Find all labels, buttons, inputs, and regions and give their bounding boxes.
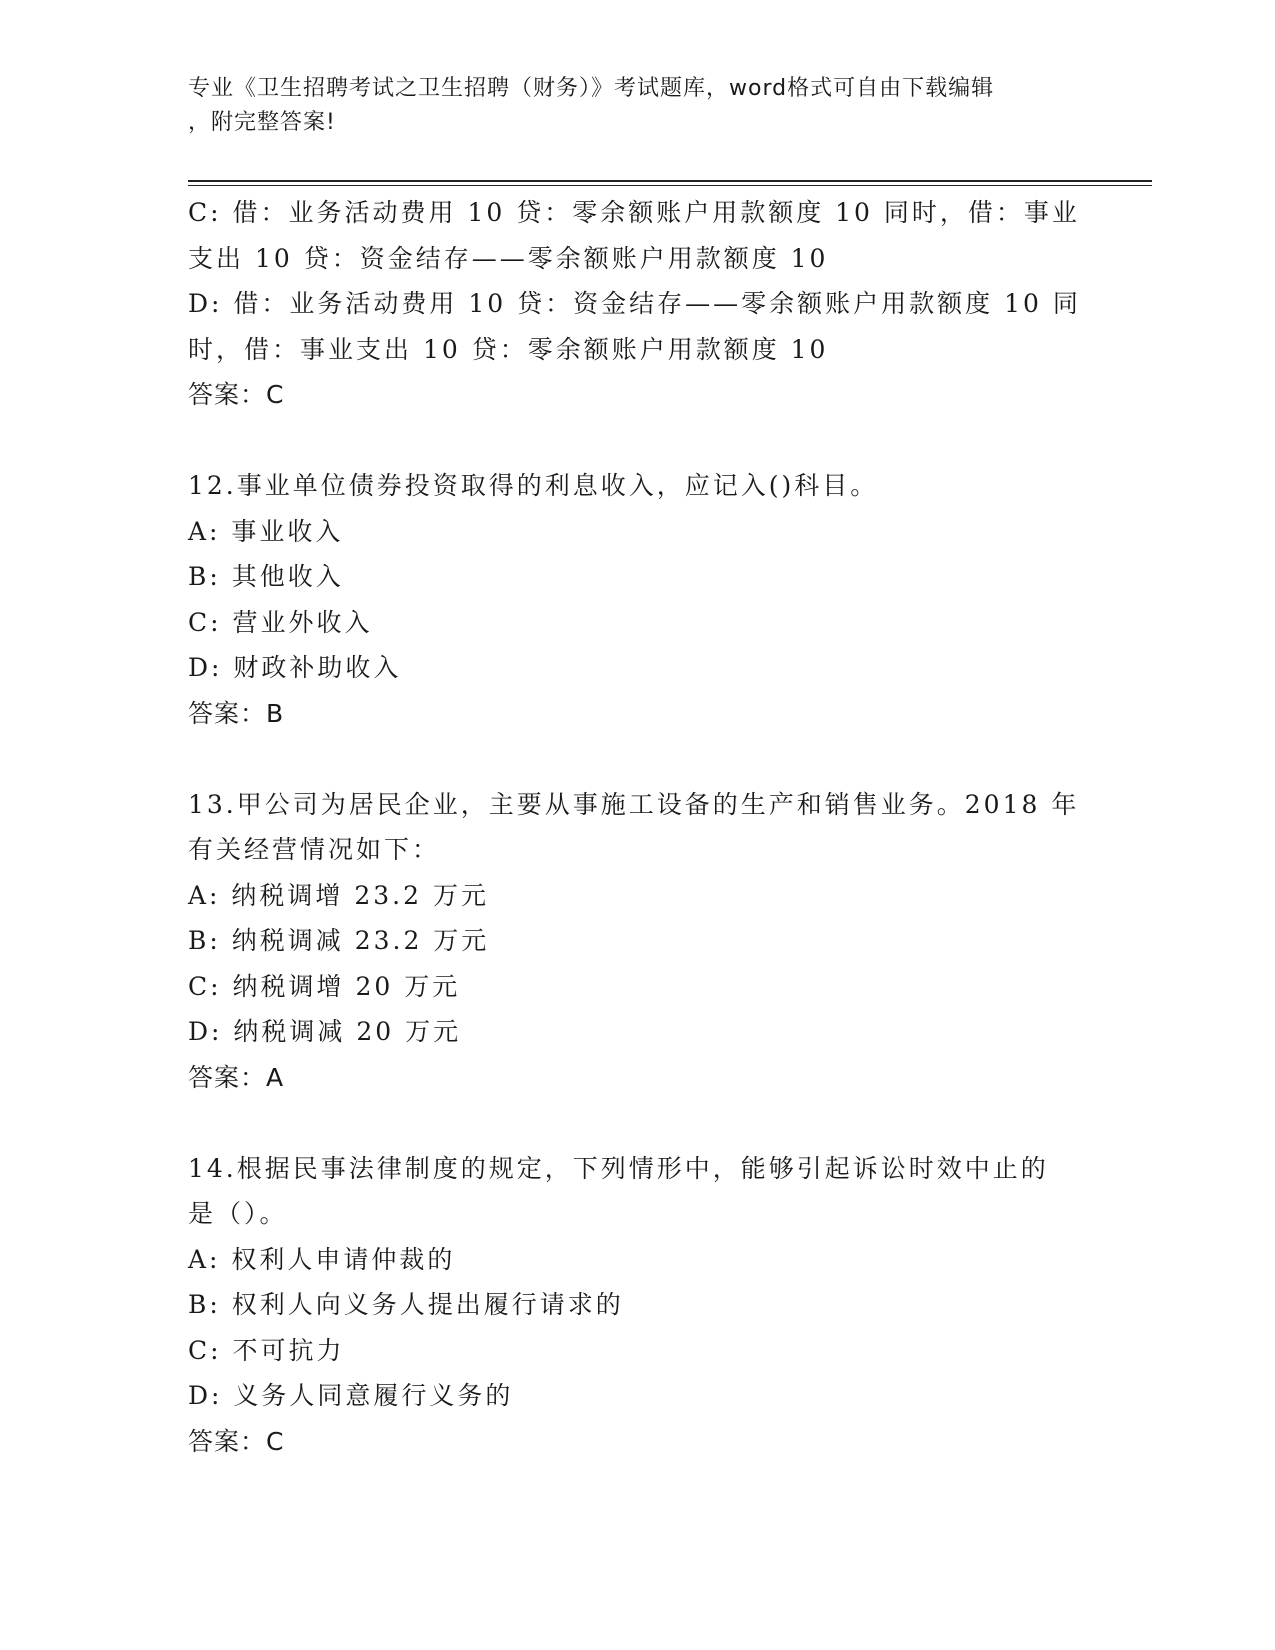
question-14 bbox=[188, 1146, 1088, 1465]
question-list bbox=[188, 190, 1088, 1464]
document-header bbox=[188, 72, 1068, 140]
q13-option-d: D: 纳税调减 20 万元 bbox=[188, 1017, 462, 1046]
q14-option-b: B: 权利人向义务人提出履行请求的 bbox=[188, 1290, 624, 1319]
q13-question-line-2: 有关经营情况如下： bbox=[188, 835, 441, 864]
q14-option-a: A: 权利人申请仲裁的 bbox=[188, 1244, 456, 1274]
spacer bbox=[188, 418, 1088, 464]
q12-question: 12.事业单位债券投资取得的利息收入，应记入()科目。 bbox=[188, 471, 879, 500]
q12-option-a: A: 事业收入 bbox=[188, 516, 344, 546]
q11-option-c-line-1: C: 借：业务活动费用 10 贷：零余额账户用款额度 10 同时，借：事业 bbox=[188, 198, 1080, 227]
q14-option-d: D: 义务人同意履行义务的 bbox=[188, 1381, 514, 1410]
question-11-tail bbox=[188, 190, 1088, 418]
header-divider-thick bbox=[188, 180, 1152, 182]
q14-option-c: C: 不可抗力 bbox=[188, 1335, 345, 1365]
q11-answer: 答案：C bbox=[188, 380, 285, 409]
q13-option-b: B: 纳税调减 23.2 万元 bbox=[188, 926, 490, 955]
q13-option-c: C: 纳税调增 20 万元 bbox=[188, 971, 461, 1001]
q14-question-line-1: 14.根据民事法律制度的规定，下列情形中，能够引起诉讼时效中止的 bbox=[188, 1153, 1049, 1183]
q12-option-c: C: 营业外收入 bbox=[188, 607, 373, 637]
q12-option-d: D: 财政补助收入 bbox=[188, 653, 402, 682]
header-line-2: ，附完整答案! bbox=[188, 110, 336, 135]
q14-question-line-2: 是（）。 bbox=[188, 1199, 288, 1228]
q11-option-d-line-1: D: 借：业务活动费用 10 贷：资金结存——零余额账户用款额度 10 同 bbox=[188, 289, 1081, 318]
q11-option-c-line-2: 支出 10 贷：资金结存——零余额账户用款额度 10 bbox=[188, 243, 829, 273]
q11-option-d-line-2: 时，借：事业支出 10 贷：零余额账户用款额度 10 bbox=[188, 334, 829, 364]
question-13 bbox=[188, 782, 1088, 1101]
q13-option-a: A: 纳税调增 23.2 万元 bbox=[188, 880, 489, 910]
question-12 bbox=[188, 463, 1088, 736]
q12-option-b: B: 其他收入 bbox=[188, 562, 344, 591]
q14-answer: 答案：C bbox=[188, 1426, 285, 1456]
q13-question-line-1: 13.甲公司为居民企业，主要从事施工设备的生产和销售业务。2018 年 bbox=[188, 789, 1080, 819]
spacer bbox=[188, 1100, 1088, 1146]
header-line-1: 专业《卫生招聘考试之卫生招聘（财务）》考试题库，word格式可自由下载编辑 bbox=[188, 76, 995, 101]
q13-answer: 答案：A bbox=[188, 1062, 285, 1092]
spacer bbox=[188, 736, 1088, 782]
header-divider-thin bbox=[188, 185, 1152, 186]
q12-answer: 答案：B bbox=[188, 698, 285, 728]
